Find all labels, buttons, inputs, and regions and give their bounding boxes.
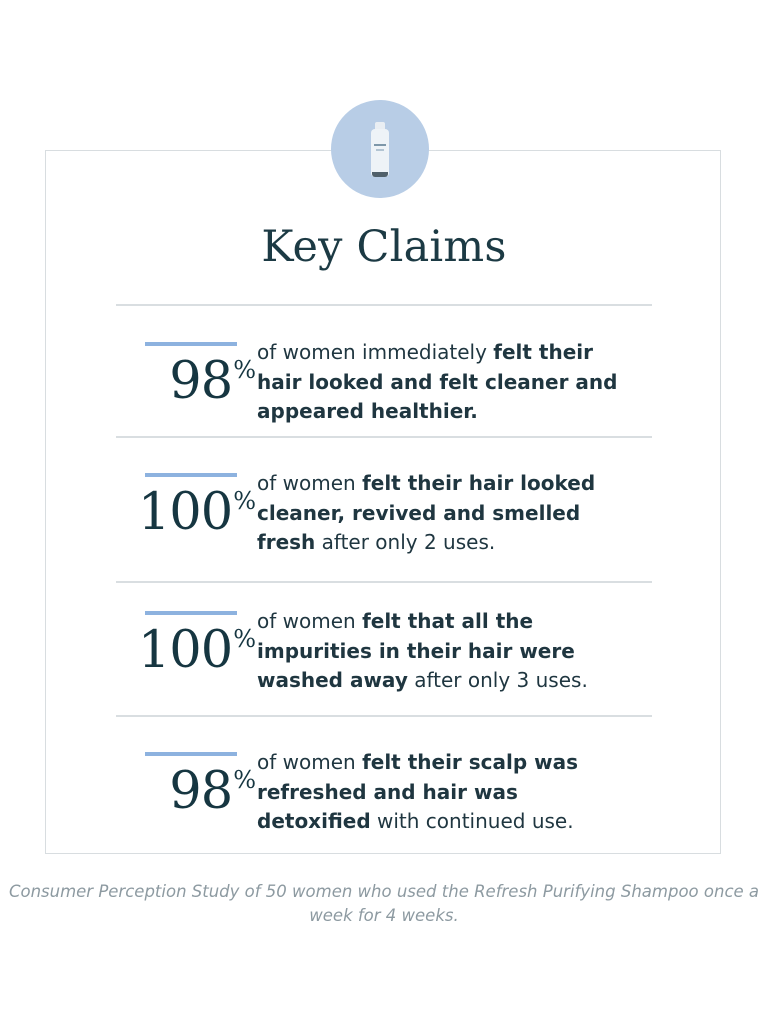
claim-text <box>257 607 627 696</box>
accent-bar <box>145 752 237 756</box>
shampoo-bottle-icon <box>371 122 389 178</box>
product-badge <box>331 100 429 198</box>
claim-text-regular: of women <box>257 750 363 774</box>
claim-text-regular: of women immediately <box>257 340 494 364</box>
claim-value: 98 <box>169 762 233 821</box>
claim-text <box>257 338 627 427</box>
accent-bar <box>145 342 237 346</box>
claim-value: 100 <box>137 621 233 680</box>
claim-text-regular: after only 2 uses. <box>315 530 496 554</box>
claim-text <box>257 748 627 837</box>
claim-text-bold: felt their scalp was refreshed and hair was detoxified <box>257 750 579 833</box>
page-title: Key Claims <box>261 222 507 272</box>
accent-bar <box>145 473 237 477</box>
accent-bar <box>145 611 237 615</box>
claim-text-regular: of women <box>257 471 363 495</box>
footnote: Consumer Perception Study of 50 women who used the Refresh Purifying Shampoo once a week for 4 weeks. <box>8 882 760 925</box>
claim-unit: % <box>233 356 256 384</box>
claim-text-bold: felt that all the impurities in their hair were washed away <box>257 609 575 692</box>
claim-text-bold: felt their hair looked and felt cleaner and appeared healthier. <box>257 340 618 423</box>
claim-value: 98 <box>169 352 233 411</box>
divider <box>116 436 652 438</box>
claim-unit: % <box>233 625 256 653</box>
claim-text <box>257 469 627 558</box>
divider <box>116 715 652 717</box>
divider <box>116 304 652 306</box>
claim-unit: % <box>233 487 256 515</box>
claim-value: 100 <box>137 483 233 542</box>
claim-text-regular: after only 3 uses. <box>407 668 588 692</box>
claim-text-bold: felt their hair looked cleaner, revived and smelled fresh <box>257 471 596 554</box>
claim-text-regular: with continued use. <box>370 809 574 833</box>
claim-text-regular: of women <box>257 609 363 633</box>
claim-unit: % <box>233 766 256 794</box>
divider <box>116 581 652 583</box>
